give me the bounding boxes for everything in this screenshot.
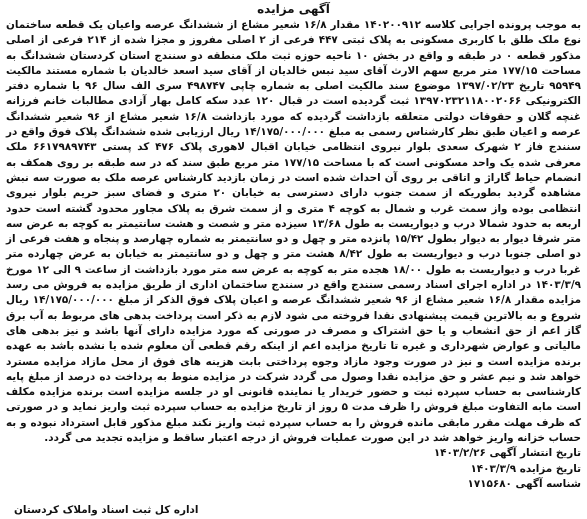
issuing-office-signature: اداره کل ثبت اسناد واملاک کردستان <box>14 504 199 516</box>
auction-notice <box>0 1 587 519</box>
notice-id: شناسه آگهی ۱۷۱۵۶۸۰ <box>467 477 581 490</box>
notice-title: آگهی مزایده <box>257 2 330 16</box>
notice-body-text: به موجب پرونده اجرایی کلاسه ۱۴۰۲۰۰۹۱۲ مقدار ۱۶/۸ شعیر مشاع از ششدانگ عرصه واعیان یک قطعه ساختمان نوع ملک طلق با کاربری مسکونی به پلاک ثبتی ۴۴۷ فرعی از ۲ اصلی مفروز و مجزا شده از ۲۱۴ فرعی از اصلی مذکور قطعه ۰ در طبقه و واقع در بخش ۱۰ ناحیه حوزه ثبت ملک منطقه دو سنندج استان کردستان ششدانگ به مساحت ۱۷۷/۱۵ متر مربع سهم الارث آقای سید نبس خالدیان از آقای سید اسعد خالدیان با شماره مستند مالکیت ۹۵۹۴۹ تاریخ ۱۳۹۷/۰۲/۲۳ موضوع سند مالکیت اصلی به شماره چاپی ۴۹۸۷۴۷ سری الف سال ۹۶ با شماره دفتر الکترونیکی ۱۳۹۷۰۲۳۲۱۱۸۰۰۲۰۶۶ ثبت گردیده است در قبال ۱۲۰ عدد سکه کامل بهار آزادی مطالبات خانم فرزانه غنچه گلان و حقوقات دولتی متعلقه بازداشت گردیده که مورد بازداشت ۱۶/۸ شعیر مشاع از ۹۶ شعیر ششدانگ عرصه و اعیان طبق نظر کارشناس رسمی به مبلغ ۱۴/۱۷۵/۰۰۰/۰۰۰ ریال ارزیابی شده ششدانگ پلاک فوق واقع در سنندج فاز ۲ شهرک سعدی بلوار نیروی انتظامی خیابان اقبال لاهوری پلاک ۴۷۶ کد پستی ۶۶۱۷۹۸۹۷۴۳ ملک معرفی شده یک واحد مسکونی است که با مساحت ۱۷۷/۱۵ متر مربع طبق سند که در سه طبقه بر روی همکف به انضمام حیاط گاراژ و اتاقی بر روی آن احداث شده است در زمان بازدید کارشناس عرصه ملک به صورت سه نبش مشاهده گردید بطوریکه از سمت جنوب دارای دسترسی به خیابان ۲۰ متری و فضای سبز حریم بلوار نیروی انتظامی بوده واز سمت غرب و شمال به کوچه ۴ متری و از سمت شرق به پلاک مجاور محدود گشته است حدود اربعه به حدود شمالا درب و دیواریست به طول ۱۳/۶۸ سیزده متر و شصت و هشت سانتیمتر به کوچه به عرض سه متر شرقا دیوار به دیوار بطول ۱۵/۴۲ پانزده متر و چهل و دو سانتیمتر به شماره چهارصد و پنجاه و هفت فرعی از دو اصلی جنوبا درب و دیواریست به طول ۸/۴۲ هشت متر و چهل و دو سانتیمتر به خیابان به عرض چهارده متر غربا درب و دیواریست به طول ۱۸/۰۰ هجده متر به کوچه به عرض سه متر مورد بازداشت از ساعت ۹ الی ۱۲ مورخ ۱۴۰۳/۳/۹ در اداره اجرای اسناد رسمی سنندج واقع در سنندج ساختمان اداری از طریق مزایده به فروش می رسد مزایده مقدار ۱۶/۸ شعیر مشاع از ۹۶ شعیر ششدانگ عرصه و اعیان پلاک فوق الذکر از مبلغ ۱۴/۱۷۵/۰۰۰/۰۰۰ ریال شروع و به بالاترین قیمت پیشنهادی نقدا فروخته می شود لازم به ذکر است پرداخت بدهی های مربوط به آب برق گاز اعم از حق انشعاب و یا حق اشتراک و مصرف در صورتی که مورد مزایده دارای آنها باشد و نیز بدهی های مالیاتی و عوارض شهرداری و غیره تا تاریخ مزایده اعم از اینکه رقم قطعی آن معلوم شده یا نشده باشد به عهده برنده مزایده است و نیز در صورت وجود مازاد وجوه پرداختی بابت هزینه های فوق از محل مازاد مزایده مسترد خواهد شد و نیم عشر و حق مزایده نقدا وصول می گردد شرکت در مزایده منوط به پرداخت ده درصد از مبلغ پایه کارشناسی به حساب سپرده ثبت و حضور خریدار یا نماینده قانونی او در جلسه مزایده است برنده مزایده مکلف است مابه التفاوت مبلغ فروش را ظرف مدت ۵ روز از تاریخ مزایده به حساب سپرده ثبت واریز نماید و در صورتی که ظرف مهلت مقرر مابقی مانده فروش را به حساب سپرده ثبت واریز نکند مبلغ مذکور قابل استرداد نبوده و به حساب خزانه واریز خواهد شد در این صورت عملیات فروش از درجه اعتبار ساقط و مزایده تجدید می گردد. <box>6 19 582 445</box>
notice-meta <box>6 446 581 492</box>
auction-date: تاریخ مزایده ۱۴۰۳/۳/۹ <box>470 462 581 475</box>
publish-date: تاریخ انتشار آگهی ۱۴۰۳/۲/۲۶ <box>433 447 581 460</box>
